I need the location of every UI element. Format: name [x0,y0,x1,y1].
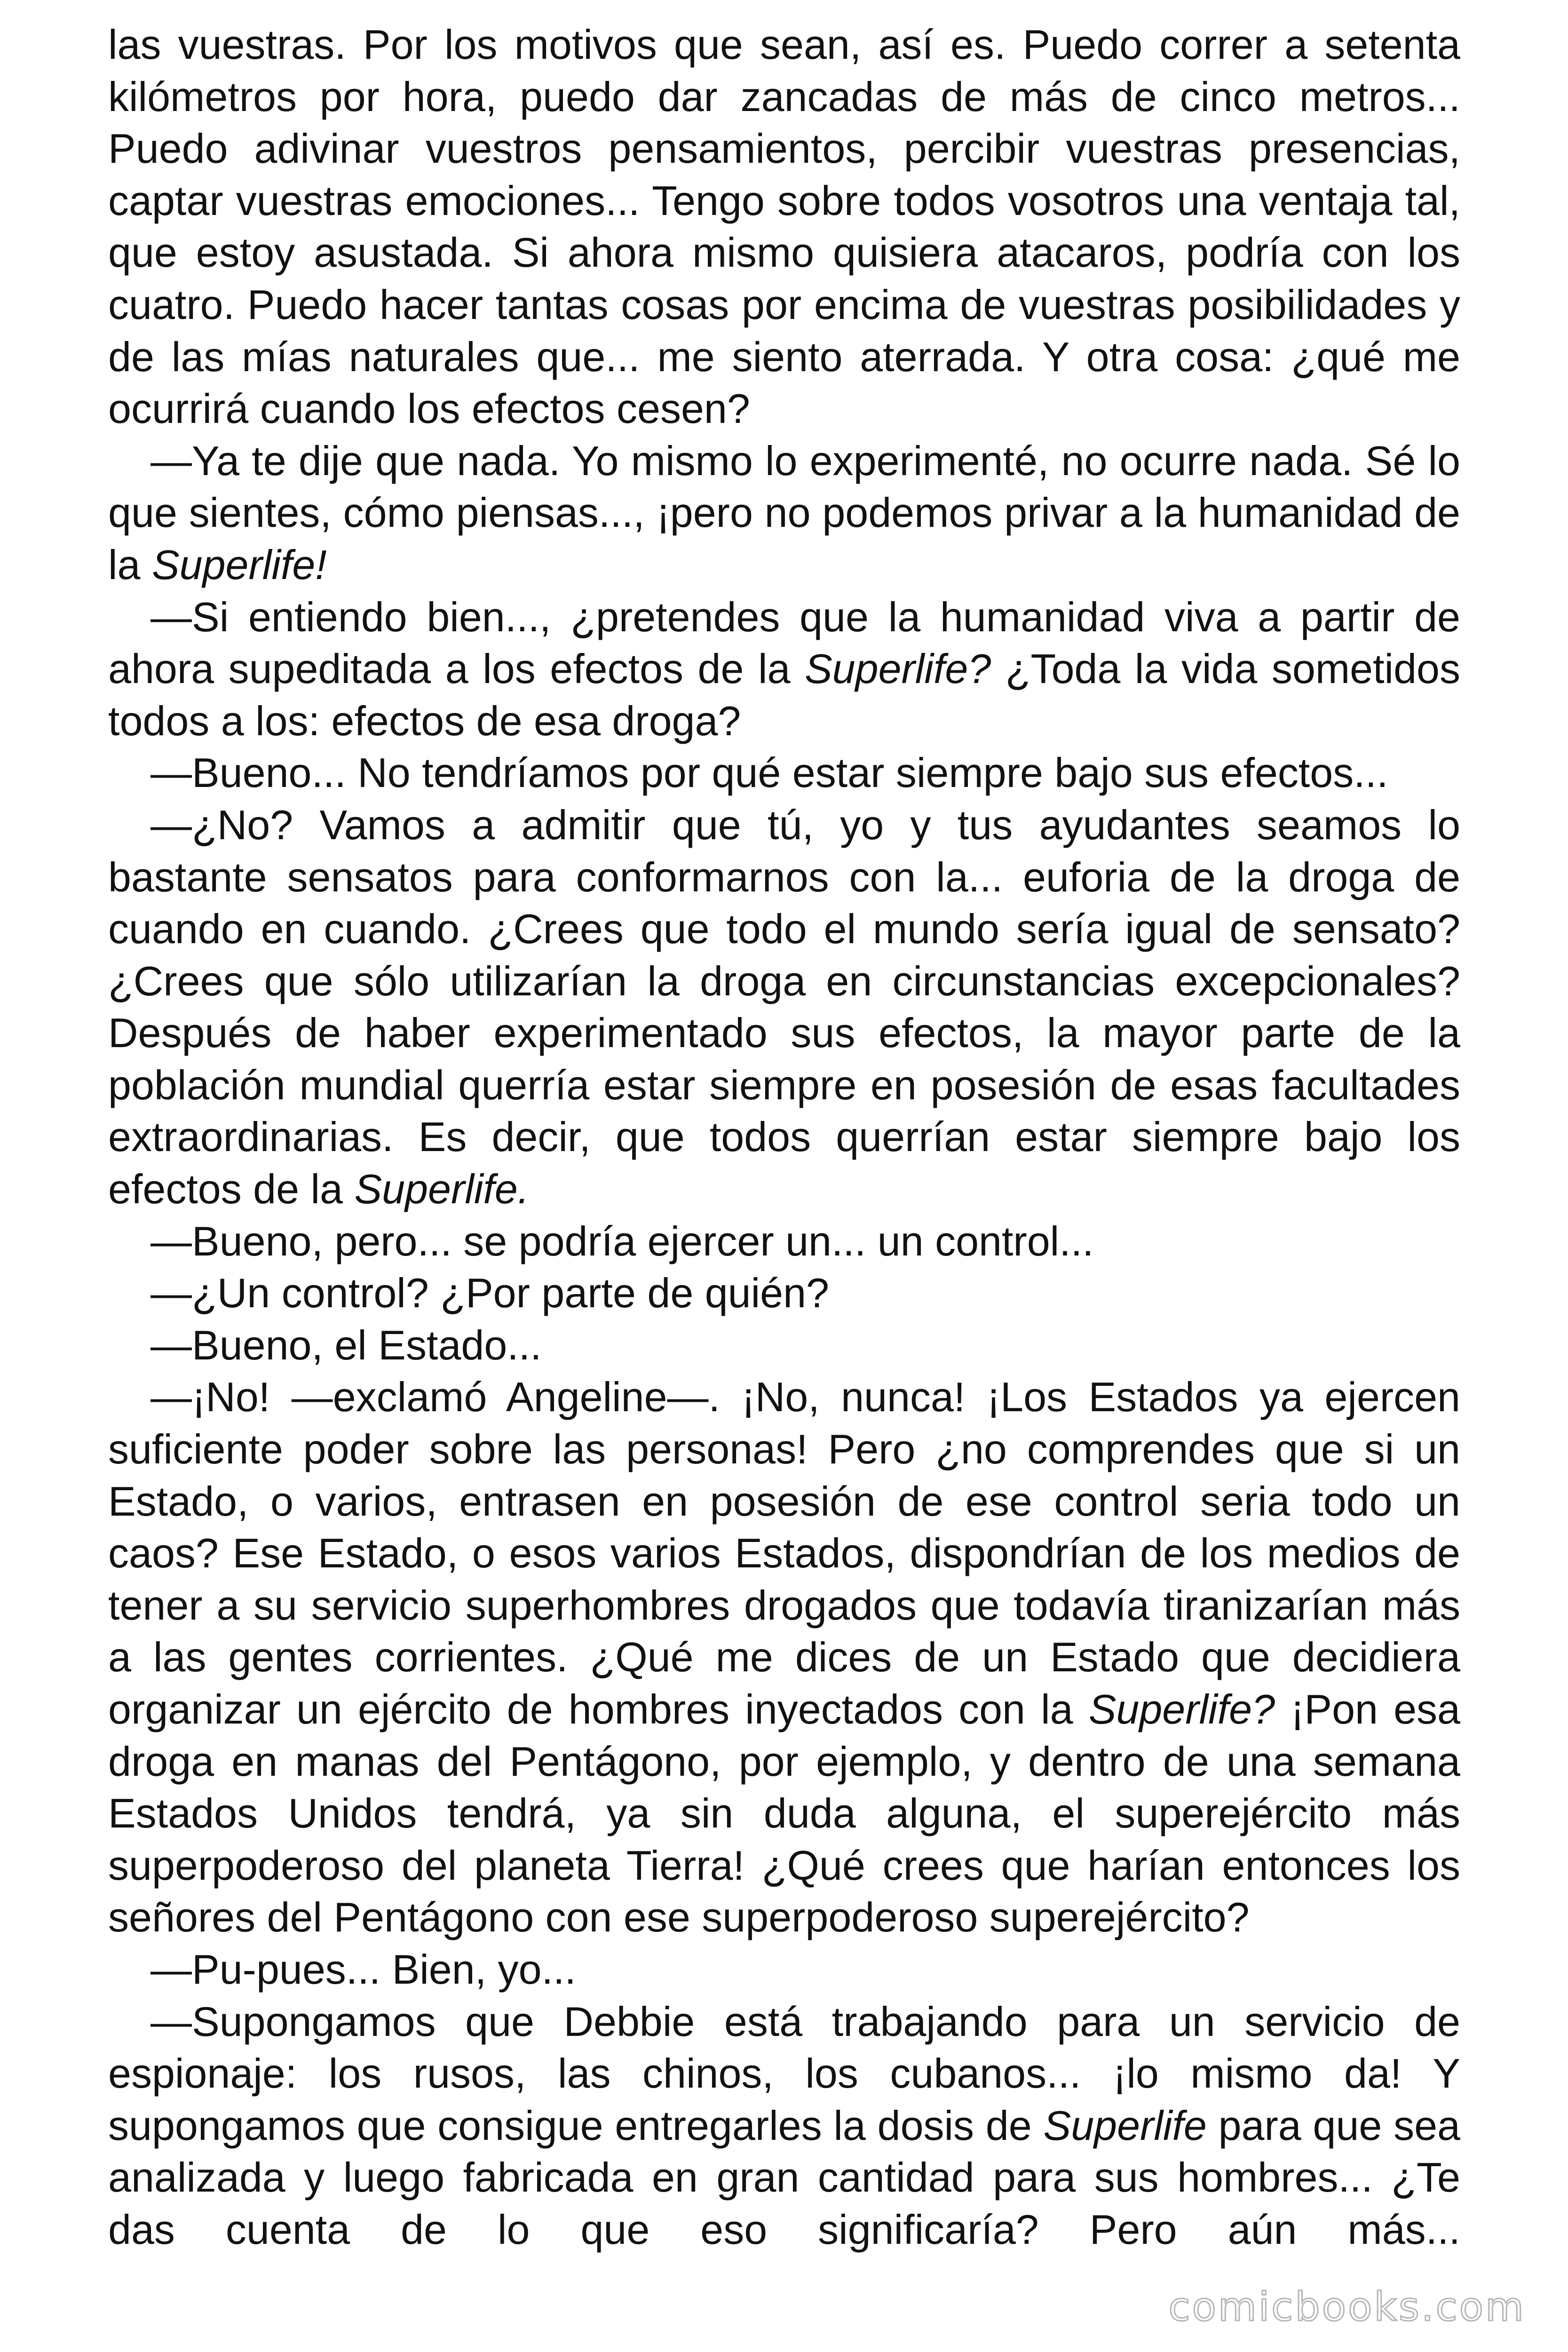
book-page-text [108,19,1460,2256]
italic-text: Superlife! [151,541,327,588]
paragraph-text: —Ya te dije que nada. Yo mismo lo experimenté, no ocurre nada. Sé lo que sientes, cómo piensas..., ¡pero no podemos privar a la humanidad de la [108,437,1460,588]
paragraph [108,1944,1460,1996]
paragraph-text: —Si entiendo bien..., ¿pretendes que la humanidad viva a partir de ahora supeditada a los efectos de la [108,593,1460,692]
paragraph-text: —Bueno, el Estado... [150,1321,542,1368]
paragraph-text: —Pu-pues... Bien, yo... [150,1946,576,1993]
watermark-logo: comicbooks.com [1168,2284,1526,2330]
paragraph [108,747,1460,799]
italic-text: Superlife? [1088,1686,1275,1732]
paragraph-text: las vuestras. Por los motivos que sean, así es. Puedo correr a setenta kilómetros por hora, puedo dar zancadas de más de cinco metros... Puedo adivinar vuestros pensamientos, percibir vuestras presencias, captar vuestras emociones... Tengo sobre todos vosotros una ventaja tal, que estoy asustada. Si ahora mismo quisiera atacaros, podría con los cuatro. Puedo hacer tantas cosas por encima de vuestras posibilidades y de las mías naturales que... me siento aterrada. Y otra cosa: ¿qué me ocurrirá cuando los efectos cesen? [108,21,1460,432]
paragraph [108,1319,1460,1372]
paragraph-text: ¡Pon esa droga en manas del Pentágono, por ejemplo, y dentro de una semana Estados Unidos tendrá, ya sin duda alguna, el superejército más superpoderoso del planeta Tierra! ¿Qué crees que harían entonces los señores del Pentágono con ese superpoderoso superejército? [108,1686,1460,1941]
paragraph [108,1996,1460,2256]
paragraph [108,19,1460,435]
paragraph [108,799,1460,1216]
paragraph-text: —Bueno... No tendríamos por qué estar siempre bajo sus efectos... [150,749,1388,796]
paragraph [108,1216,1460,1268]
italic-text: Superlife? [804,645,991,692]
paragraph-text: —¿No? Vamos a admitir que tú, yo y tus ayudantes seamos lo bastante sensatos para conformarnos con la... euforia de la droga de cuando en cuando. ¿Crees que todo el mundo sería igual de sensato? ¿Crees que sólo utilizarían la droga en circunstancias excepcionales? Después de haber experimentado sus efectos, la mayor parte de la población mundial querría estar siempre en posesión de esas facultades extraordinarias. Es decir, que todos querrían estar siempre bajo los efectos de la [108,801,1460,1213]
paragraph-text: —¡No! —exclamó Angeline—. ¡No, nunca! ¡Los Estados ya ejercen suficiente poder sobre las personas! Pero ¿no comprendes que si un Estado, o varios, entrasen en posesión de ese control seria todo un caos? Ese Estado, o esos varios Estados, dispondrían de los medios de tener a su servicio superhombres drogados que todavía tiranizarían más a las gentes corrientes. ¿Qué me dices de un Estado que decidiera organizar un ejército de hombres inyectados con la [108,1374,1460,1732]
paragraph [108,435,1460,591]
paragraph-text: —Supongamos que Debbie está trabajando para un servicio de espionaje: los rusos, las chinos, los cubanos... ¡lo mismo da! Y supongamos que consigue entregarles la dosis de [108,1998,1460,2149]
italic-text: Superlife. [354,1166,530,1213]
paragraph [108,1371,1460,1944]
italic-text: Superlife [1043,2102,1207,2149]
paragraph-text: ¿Toda la vida sometidos todos a los: efectos de esa droga? [108,645,1460,744]
paragraph-text: —¿Un control? ¿Por parte de quién? [150,1270,829,1317]
paragraph [108,591,1460,747]
paragraph-text: —Bueno, pero... se podría ejercer un... un control... [150,1217,1094,1264]
paragraph [108,1267,1460,1319]
paragraph-text: para que sea analizada y luego fabricada en gran cantidad para sus hombres... ¿Te das cuenta de lo que eso significaría? Pero aún más... [108,2102,1461,2253]
